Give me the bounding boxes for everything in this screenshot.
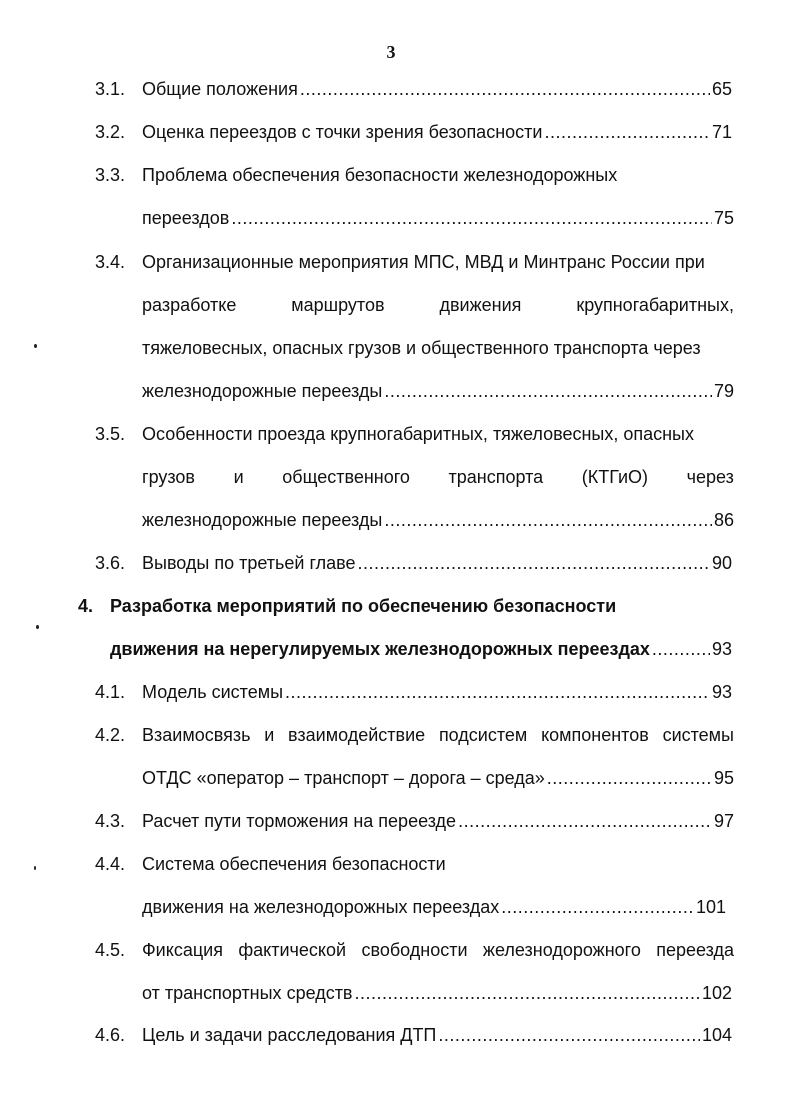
toc-number: 4.1. bbox=[95, 682, 126, 702]
toc-number: 4.4. bbox=[95, 854, 126, 874]
word: грузов bbox=[142, 467, 195, 487]
toc-page: 79 bbox=[713, 381, 734, 401]
toc-title: Взаимосвязь и взаимодействие подсистем компонентов системы bbox=[142, 725, 734, 745]
word: маршрутов bbox=[291, 295, 385, 315]
toc-entry[interactable] bbox=[142, 1023, 732, 1047]
toc-entry[interactable] bbox=[142, 120, 732, 144]
toc-page: 86 bbox=[713, 510, 734, 530]
word: через bbox=[686, 467, 734, 487]
toc-leader bbox=[231, 206, 712, 230]
toc-entry[interactable] bbox=[142, 551, 732, 575]
toc-number: 3.1. bbox=[95, 79, 126, 99]
toc-number: 3.4. bbox=[95, 252, 126, 272]
toc-leader bbox=[355, 981, 700, 1005]
toc-title-justified bbox=[142, 293, 734, 317]
toc-leader bbox=[300, 77, 710, 101]
toc-number: 4.5. bbox=[95, 940, 126, 960]
toc-entry[interactable] bbox=[142, 809, 734, 833]
toc-title: Проблема обеспечения безопасности железнодорожных bbox=[142, 165, 618, 185]
toc-entry[interactable] bbox=[110, 637, 732, 661]
scan-speck bbox=[34, 344, 37, 348]
toc-page: 93 bbox=[711, 639, 732, 659]
toc-leader bbox=[285, 680, 710, 704]
toc-title-cont: движения на железнодорожных переездах bbox=[142, 897, 500, 917]
toc-page: 104 bbox=[701, 1025, 732, 1045]
toc-number: 4.6. bbox=[95, 1025, 126, 1045]
toc-title: Общие положения bbox=[142, 79, 298, 99]
toc-entry[interactable] bbox=[142, 766, 734, 790]
word: (КТГиО) bbox=[581, 467, 649, 487]
toc-title-justified bbox=[142, 465, 734, 489]
toc-leader bbox=[547, 766, 712, 790]
toc-page: 90 bbox=[711, 553, 732, 573]
toc-number: 4.3. bbox=[95, 811, 126, 831]
word: общественного bbox=[282, 467, 410, 487]
toc-title: Особенности проезда крупногабаритных, тяжеловесных, опасных bbox=[142, 424, 694, 444]
toc-title: Организационные мероприятия МПС, МВД и Минтранс России при bbox=[142, 252, 705, 272]
page-number: 3 bbox=[386, 42, 396, 62]
toc-title: Расчет пути торможения на переезде bbox=[142, 811, 457, 831]
toc-title: Модель системы bbox=[142, 682, 284, 702]
toc-page: 65 bbox=[711, 79, 732, 99]
word: разработке bbox=[142, 295, 237, 315]
toc-number: 3.3. bbox=[95, 165, 126, 185]
toc-page: 102 bbox=[701, 983, 732, 1003]
toc-entry[interactable] bbox=[142, 680, 732, 704]
toc-page: 93 bbox=[711, 682, 732, 702]
toc-title-cont: железнодорожные переезды bbox=[142, 381, 383, 401]
toc-title-cont: от транспортных средств bbox=[142, 983, 353, 1003]
toc-title: Система обеспечения безопасности bbox=[142, 854, 446, 874]
toc-entry[interactable] bbox=[142, 379, 734, 403]
toc-entry[interactable] bbox=[142, 206, 734, 230]
scan-speck bbox=[34, 866, 36, 870]
toc-leader bbox=[544, 120, 710, 144]
toc-leader bbox=[384, 379, 712, 403]
word: движения bbox=[439, 295, 522, 315]
toc-title: Цель и задачи расследования ДТП bbox=[142, 1025, 437, 1045]
word: транспорта bbox=[448, 467, 544, 487]
chapter-number: 4. bbox=[78, 596, 94, 616]
chapter-title-cont: движения на нерегулируемых железнодорожных переездах bbox=[110, 639, 650, 659]
toc-page: 71 bbox=[711, 122, 732, 142]
toc-leader bbox=[384, 508, 712, 532]
toc-leader bbox=[438, 1023, 700, 1047]
scan-speck bbox=[36, 625, 39, 629]
toc-entry[interactable] bbox=[142, 77, 732, 101]
toc-leader bbox=[458, 809, 712, 833]
toc-page: 101 bbox=[695, 897, 726, 917]
toc-title-cont: переездов bbox=[142, 208, 230, 228]
toc-title: Оценка переездов с точки зрения безопасности bbox=[142, 122, 543, 142]
toc-entry[interactable] bbox=[142, 508, 734, 532]
toc-title-cont: железнодорожные переезды bbox=[142, 510, 383, 530]
toc-title-cont: ОТДС «оператор – транспорт – дорога – среда» bbox=[142, 768, 545, 788]
toc-leader bbox=[358, 551, 710, 575]
toc-number: 3.6. bbox=[95, 553, 126, 573]
word: и bbox=[233, 467, 244, 487]
toc-title: Фиксация фактической свободности железнодорожного переезда bbox=[142, 940, 734, 960]
chapter-title: Разработка мероприятий по обеспечению безопасности bbox=[110, 596, 617, 616]
word: крупногабаритных, bbox=[576, 295, 734, 315]
toc-entry[interactable] bbox=[142, 981, 732, 1005]
toc-page: 75 bbox=[713, 208, 734, 228]
toc-leader bbox=[652, 637, 710, 661]
toc-title-cont: тяжеловесных, опасных грузов и общественного транспорта через bbox=[142, 338, 701, 358]
toc-page: 95 bbox=[713, 768, 734, 788]
toc-number: 3.2. bbox=[95, 122, 126, 142]
toc-title: Выводы по третьей главе bbox=[142, 553, 356, 573]
toc-page: 97 bbox=[713, 811, 734, 831]
toc-number: 3.5. bbox=[95, 424, 126, 444]
toc-entry[interactable] bbox=[142, 895, 726, 919]
toc-leader bbox=[501, 895, 694, 919]
toc-number: 4.2. bbox=[95, 725, 126, 745]
